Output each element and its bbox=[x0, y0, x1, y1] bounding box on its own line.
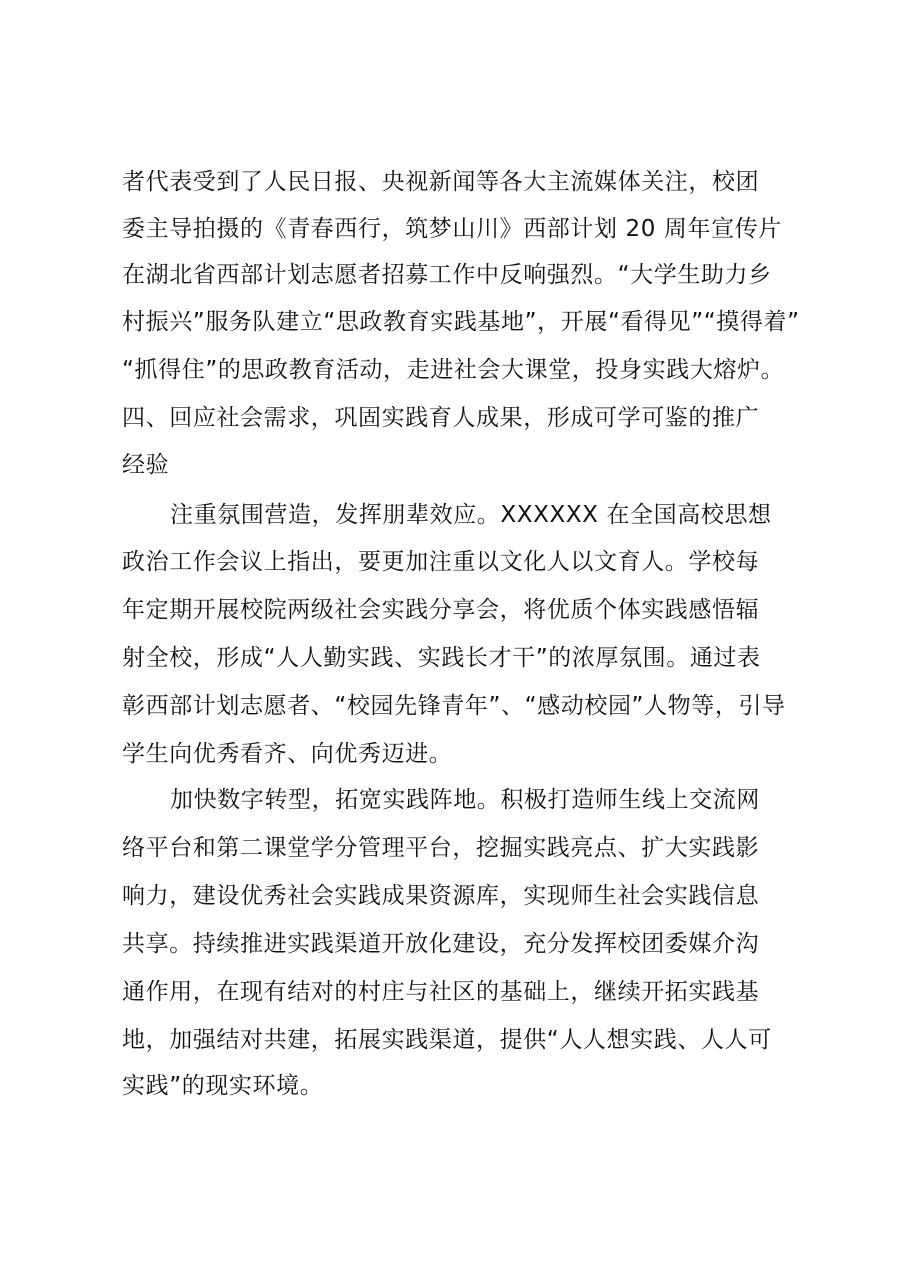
text-line: 通作用，在现有结对的村庄与社区的基础上，继续开拓实践基 bbox=[122, 979, 760, 1005]
text-line: 政治工作会议上指出，要更加注重以文化人以文育人。学校每 bbox=[122, 549, 760, 575]
text-line: 络平台和第二课堂学分管理平台，挖掘实践亮点、扩大实践影 bbox=[122, 835, 760, 861]
text-line: 彰西部计划志愿者、“校园先锋青年”、“感动校园”人物等，引导 bbox=[122, 693, 786, 719]
text-line: 射全校，形成“人人勤实践、实践长才干”的浓厚氛围。通过表 bbox=[122, 645, 761, 671]
paragraph-start: 注重氛围营造，发挥朋辈效应。XXXXXX 在全国高校思想 bbox=[170, 502, 772, 528]
paragraph-start: 加快数字转型，拓宽实践阵地。积极打造师生线上交流网 bbox=[170, 787, 760, 813]
text-line: 在湖北省西部计划志愿者招募工作中反响强烈。“大学生助力乡 bbox=[122, 262, 772, 288]
text-line: “抓得住”的思政教育活动，走进社会大课堂，投身实践大熔炉。 bbox=[122, 357, 785, 383]
text-line: 者代表受到了人民日报、央视新闻等各大主流媒体关注，校团 bbox=[122, 169, 760, 195]
text-line: 响力，建设优秀社会实践成果资源库，实现师生社会实践信息 bbox=[122, 883, 760, 909]
text-line: 实践”的现实环境。 bbox=[122, 1073, 324, 1099]
section-heading-continued: 经验 bbox=[122, 452, 170, 478]
text-line: 村振兴”服务队建立“思政教育实践基地”，开展“看得见”“摸得着” bbox=[122, 309, 800, 335]
text-line: 年定期开展校院两级社会实践分享会，将优质个体实践感悟辐 bbox=[122, 597, 760, 623]
text-line: 委主导拍摄的《青春西行，筑梦山川》西部计划 20 周年宣传片 bbox=[122, 216, 782, 242]
text-line: 地，加强结对共建，拓展实践渠道，提供“人人想实践、人人可 bbox=[122, 1027, 772, 1053]
section-heading: 四、回应社会需求，巩固实践育人成果，形成可学可鉴的推广 bbox=[122, 405, 760, 431]
text-line: 学生向优秀看齐、向优秀迈进。 bbox=[122, 741, 453, 767]
text-line: 共享。持续推进实践渠道开放化建设，充分发挥校团委媒介沟 bbox=[122, 931, 760, 957]
